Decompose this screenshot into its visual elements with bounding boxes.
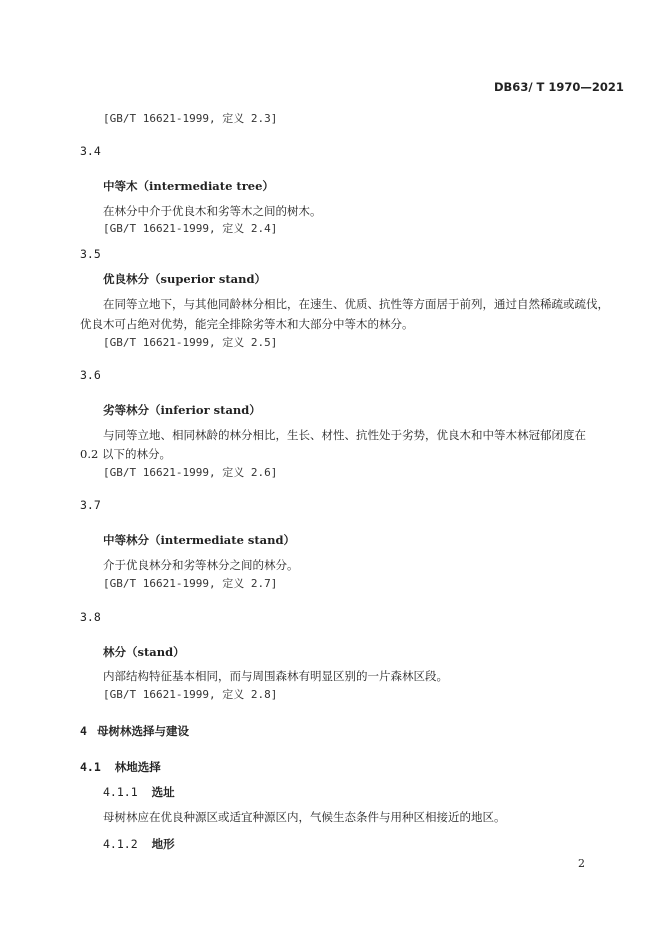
reference: [GB/T 16621-1999, 定义 2.7] (103, 577, 278, 590)
reference: [GB/T 16621-1999, 定义 2.6] (103, 466, 278, 479)
subsection-title: 林地选择 (114, 760, 161, 774)
clause-title: 地形 (151, 837, 175, 851)
term-title: 中等林分（intermediate stand） (103, 533, 296, 547)
term-title: 林分（stand） (103, 645, 185, 659)
clause-number: 4.1.1 (103, 785, 138, 799)
reference: [GB/T 16621-1999, 定义 2.4] (103, 222, 278, 235)
term-definition: 与同等立地、相同林龄的林分相比，生长、材性、抗性处于劣势，优良木和中等木林冠郁闭度在 (103, 428, 586, 442)
term-title: 劣等林分（inferior stand） (103, 403, 261, 417)
section-number: 4 (80, 724, 87, 738)
term-definition: 0.2 以下的林分。 (80, 447, 171, 461)
term-definition: 介于优良林分和劣等林分之间的林分。 (103, 558, 299, 572)
clause-number: 3.6 (80, 368, 101, 382)
clause-heading (103, 784, 175, 800)
term-title: 中等木（intermediate tree） (103, 179, 274, 193)
clause-number: 3.5 (80, 247, 101, 261)
term-definition: 内部结构特征基本相同，而与周围森林有明显区别的一片森林区段。 (103, 669, 448, 683)
clause-number: 3.7 (80, 498, 101, 512)
clause-heading (103, 836, 175, 852)
subsection-number: 4.1 (80, 760, 101, 774)
clause-number: 4.1.2 (103, 837, 138, 851)
section-title: 母树林选择与建设 (96, 724, 189, 738)
clause-number: 3.8 (80, 610, 101, 624)
clause-title: 选址 (151, 785, 175, 799)
section-heading (80, 723, 189, 739)
term-definition: 在同等立地下，与其他同龄林分相比，在速生、优质、抗性等方面居于前列，通过自然稀疏或疏伐， (103, 297, 609, 311)
clause-number: 3.4 (80, 144, 101, 158)
term-title: 优良林分（superior stand） (103, 272, 266, 286)
reference: [GB/T 16621-1999, 定义 2.5] (103, 336, 278, 349)
standard-code: DB63/ T 1970—2021 (494, 80, 624, 94)
term-definition: 在林分中介于优良木和劣等木之间的树木。 (103, 204, 322, 218)
reference: [GB/T 16621-1999, 定义 2.8] (103, 688, 278, 701)
page-number: 2 (578, 857, 585, 870)
subsection-heading (80, 759, 161, 775)
clause-text: 母树林应在优良种源区或适宜种源区内，气候生态条件与用种区相接近的地区。 (103, 810, 506, 824)
reference: [GB/T 16621-1999, 定义 2.3] (103, 112, 278, 125)
term-definition: 优良木可占绝对优势，能完全排除劣等木和大部分中等木的林分。 (80, 317, 414, 331)
